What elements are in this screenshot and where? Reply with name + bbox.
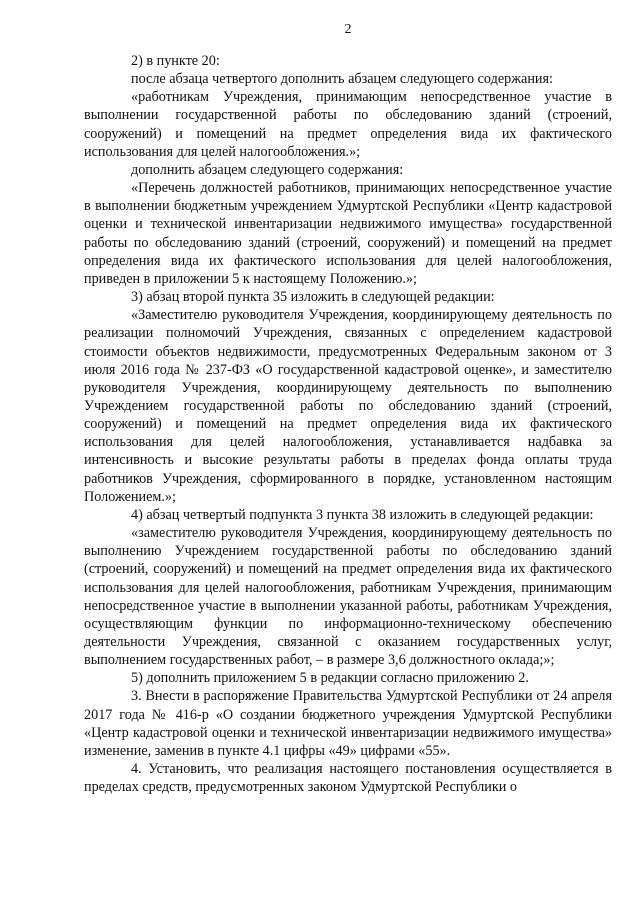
quoted-text-positions-list: «Перечень должностей работников, принимающих непосредственное участие в выполнении бюджетным учреждением Удмуртской Республики «Центр кадастровой оценки и технической инвентаризации недвижимого имущества» государственной работы по обследованию зданий (строений, сооружений) и помещений на предмет определения вида их фактического использования для целей налогообложения, приведен в приложении 5 к настоящему Положению.»;	[84, 180, 612, 287]
paragraph-item-5-appendix: 5) дополнить приложением 5 в редакции согласно приложению 2.	[131, 670, 529, 687]
quoted-text-deputy-bonus: «Заместителю руководителя Учреждения, координирующему деятельность по реализации полномочий Учреждения, связанных с определением кадастровой стоимости объектов недвижимости, предусмотренных Федеральным законом от 3 июля 2016 года № 237-ФЗ «О государственной кадастровой оценке», и заместителю руководителя Учреждения, координирующему деятельность по выполнению Учреждением государственной работы по обследованию зданий (строений, сооружений) и помещений на предмет определения вида их фактического использования для целей налогообложения, устанавливается надбавка за интенсивность и высокие результаты работы в пределах фонда оплаты труда работников Учреждения, сформированного в порядке, установленном настоящим Положением.»;	[84, 307, 612, 505]
paragraph-add-abzac: дополнить абзацем следующего содержания:	[131, 161, 404, 178]
paragraph-point-3-amendment: 3. Внести в распоряжение Правительства Удмуртской Республики от 24 апреля 2017 года № 416-р «О создании бюджетного учреждения Удмуртской Республики «Центр кадастровой оценки и технической инвентаризации недвижимого имущества» изменение, заменив в пункте 4.1 цифры «49» цифрами «55».	[84, 688, 612, 759]
quoted-text-deputy-salary: «заместителю руководителя Учреждения, координирующему деятельность по выполнению Учреждением государственной работы по обследованию зданий (строений, сооружений) и помещений на предмет определения вида их фактического использования для целей налогообложения, работникам Учреждения, принимающим непосредственное участие в выполнении указанной работы, работникам Учреждения, осуществляющим функции по информационно-техническому обеспечению деятельности Учреждения, связанной с оказанием государственных услуг, выполнением государственных работ, – в размере 3,6 должностного оклада;»;	[84, 525, 612, 669]
paragraph-item-4-point-38: 4) абзац четвертый подпункта 3 пункта 38 изложить в следующей редакции:	[131, 506, 594, 523]
quoted-text-employees: «работникам Учреждения, принимающим непосредственное участие в выполнении государственной работы по обследованию зданий (строений, сооружений) и помещений на предмет определения вида их фактического использования для целей налогообложения.»;	[84, 89, 612, 160]
paragraph-item-2-point-20: 2) в пункте 20:	[131, 53, 220, 69]
paragraph-point-4-funding: 4. Установить, что реализация настоящего постановления осуществляется в пределах средств, предусмотренных законом Удмуртской Республики о	[84, 761, 612, 796]
document-body	[84, 52, 612, 796]
paragraph-item-3-point-35: 3) абзац второй пункта 35 изложить в следующей редакции:	[131, 289, 495, 306]
page-number: 2	[344, 22, 352, 37]
paragraph-after-fourth-abzac: после абзаца четвертого дополнить абзацем следующего содержания:	[131, 71, 553, 88]
